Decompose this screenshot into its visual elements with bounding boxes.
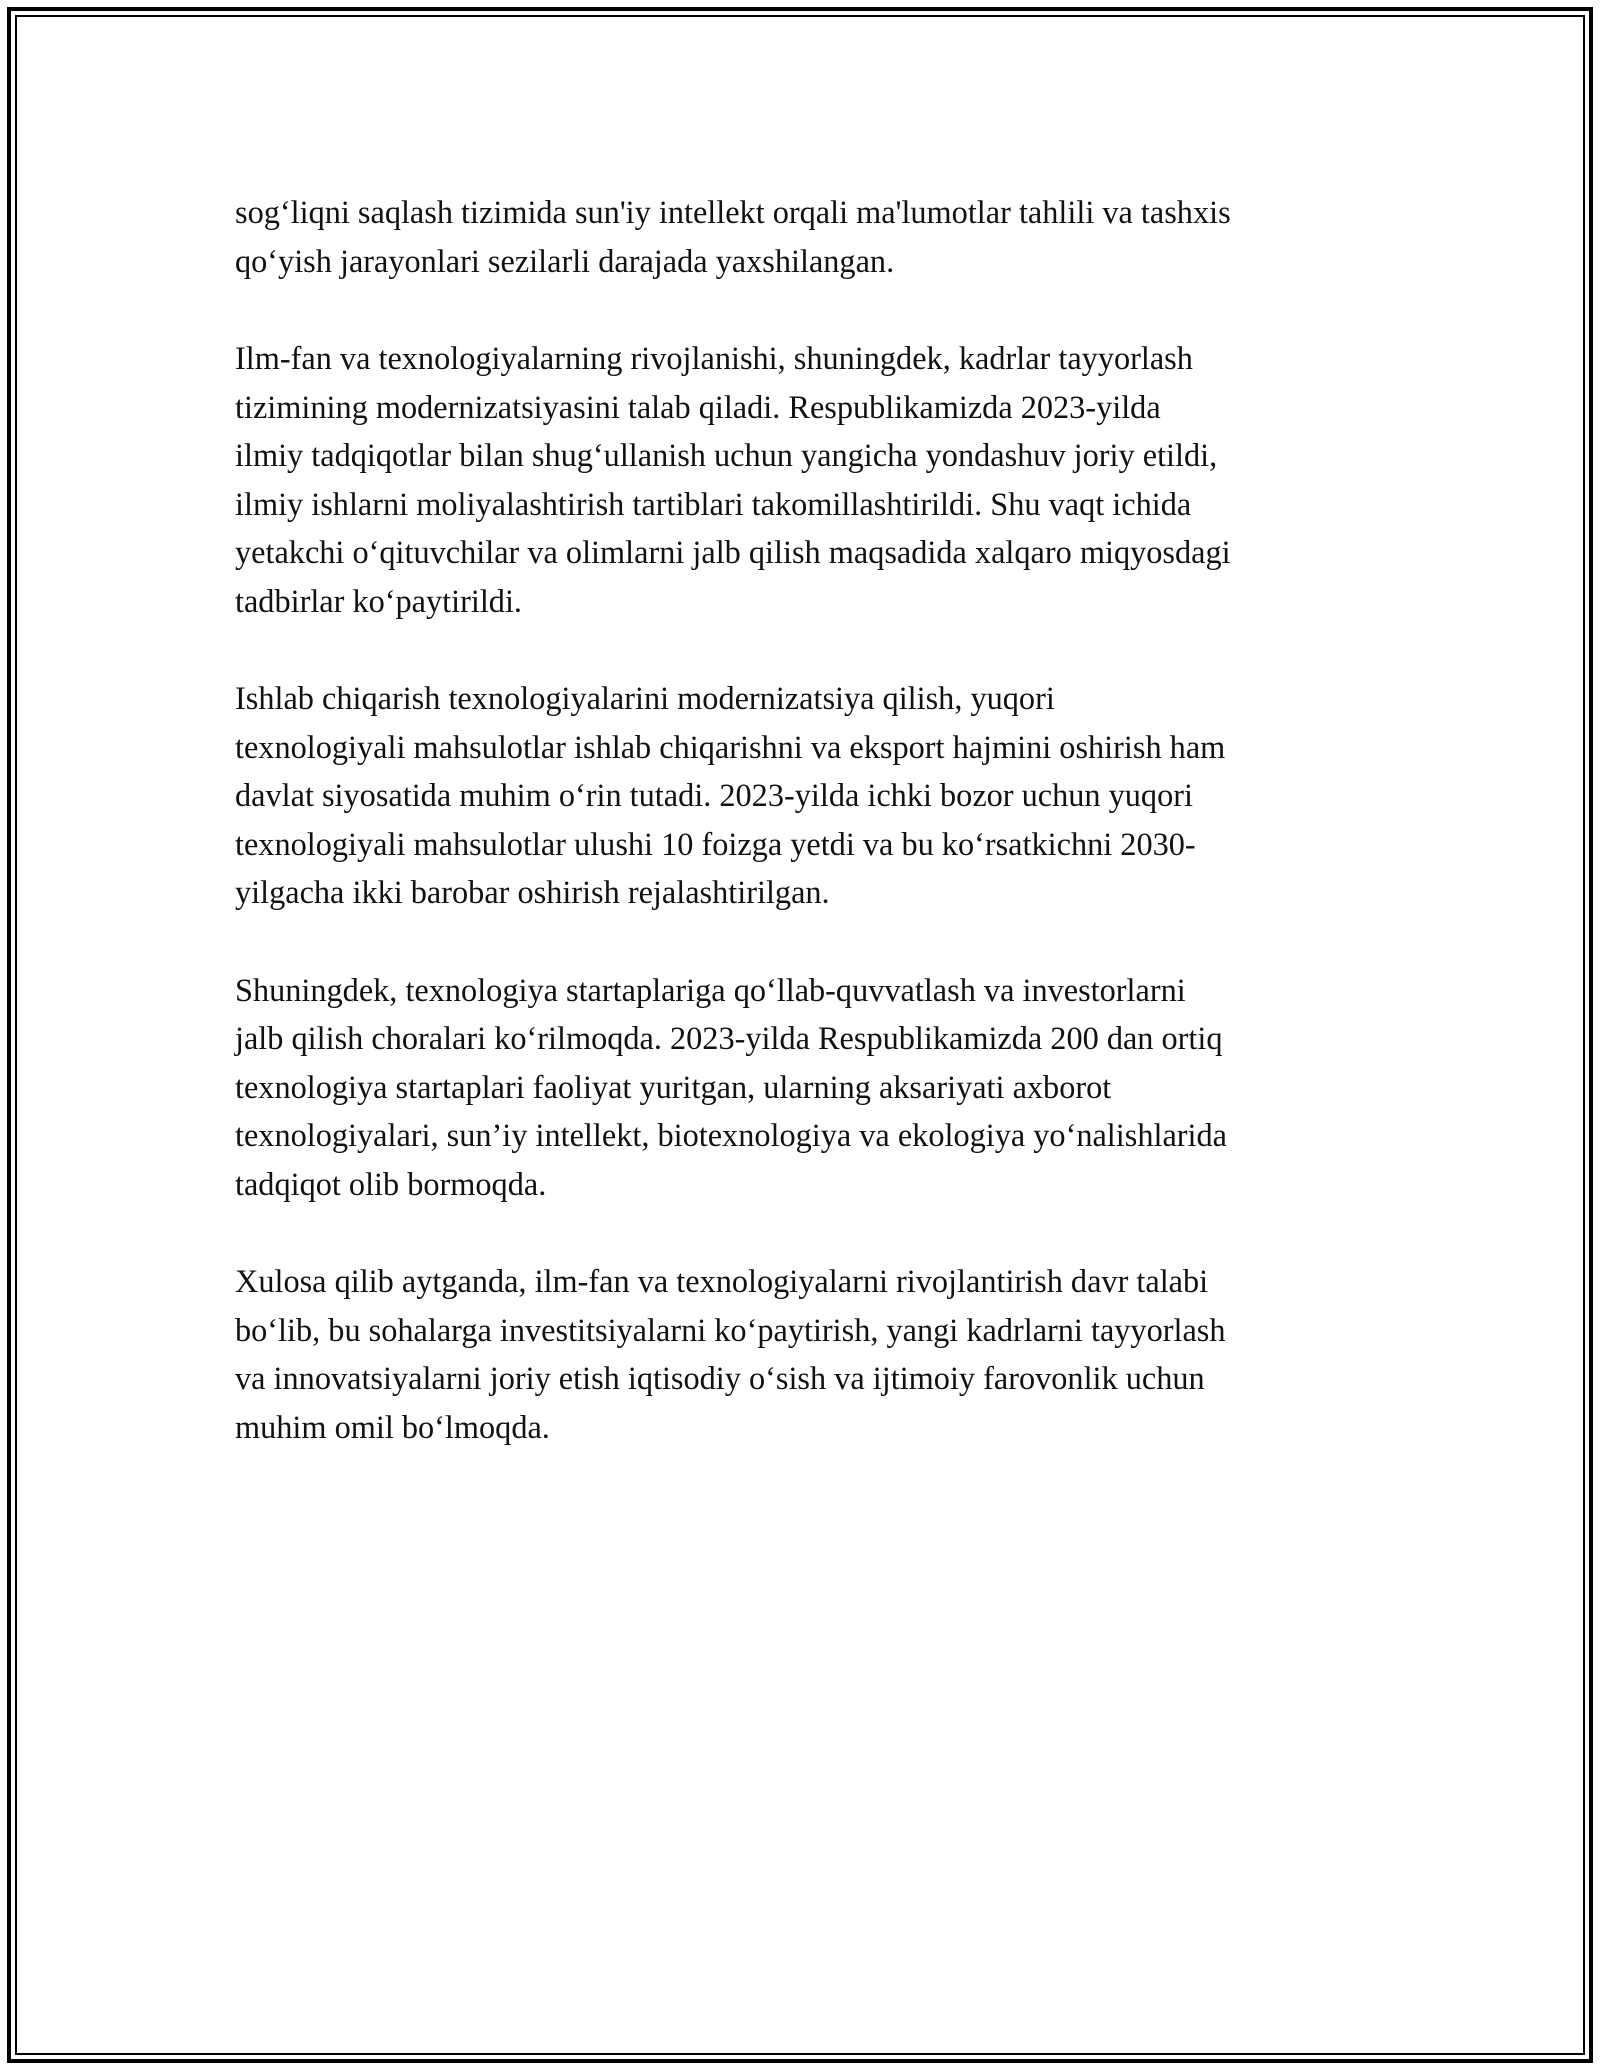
paragraph-conclusion: [235, 1257, 1370, 1451]
text-line: texnologiya startaplari faoliyat yuritgan, ularning aksariyati axborot: [235, 1068, 1112, 1105]
text-line: sog‘liqni saqlash tizimida sun'iy intellekt orqali ma'lumotlar tahlili va tashxis: [235, 194, 1231, 230]
paragraph-startups: [235, 966, 1370, 1209]
text-line: ilmiy ishlarni moliyalashtirish tartiblari takomillashtirildi. Shu vaqt ichida: [235, 485, 1192, 522]
paragraph-science-development: [235, 334, 1370, 625]
text-line: Shuningdek, texnologiya startaplariga qo‘llab-quvvatlash va investorlarni: [235, 971, 1186, 1008]
text-line: ilmiy tadqiqotlar bilan shug‘ullanish uchun yangicha yondashuv joriy etildi,: [235, 437, 1218, 473]
text-line: yilgacha ikki barobar oshirish rejalashtirilgan.: [235, 874, 830, 910]
text-line: texnologiyalari, sun’iy intellekt, biotexnologiya va ekologiya yo‘nalishlarida: [235, 1117, 1227, 1153]
document-body: [235, 188, 1370, 1500]
text-line: yetakchi o‘qituvchilar va olimlarni jalb qilish maqsadida xalqaro miqyosdagi: [235, 534, 1231, 570]
text-line: texnologiyali mahsulotlar ishlab chiqarishni va eksport hajmini oshirish ham: [235, 728, 1226, 765]
text-line: tadqiqot olib bormoqda.: [235, 1165, 547, 1202]
text-line: bo‘lib, bu sohalarga investitsiyalarni ko‘paytirish, yangi kadrlarni tayyorlash: [235, 1311, 1226, 1348]
text-line: tizimining modernizatsiyasini talab qiladi. Respublikamizda 2023-yilda: [235, 388, 1161, 425]
text-line: texnologiyali mahsulotlar ulushi 10 foizga yetdi va bu ko‘rsatkichni 2030-: [235, 825, 1196, 862]
text-line: va innovatsiyalarni joriy etish iqtisodiy o‘sish va ijtimoiy farovonlik uchun: [235, 1360, 1205, 1396]
text-line: Xulosa qilib aytganda, ilm-fan va texnologiyalarni rivojlantirish davr talabi: [235, 1263, 1209, 1299]
text-line: qo‘yish jarayonlari sezilarli darajada yaxshilangan.: [235, 242, 895, 279]
text-line: Ishlab chiqarish texnologiyalarini modernizatsiya qilish, yuqori: [235, 680, 1055, 716]
text-line: muhim omil bo‘lmoqda.: [235, 1408, 550, 1445]
text-line: Ilm-fan va texnologiyalarning rivojlanishi, shuningdek, kadrlar tayyorlash: [235, 340, 1193, 376]
text-line: tadbirlar ko‘paytirildi.: [235, 582, 522, 619]
paragraph-production-modernization: [235, 674, 1370, 917]
text-line: jalb qilish choralari ko‘rilmoqda. 2023-yilda Respublikamizda 200 dan ortiq: [235, 1020, 1223, 1056]
paragraph-healthcare-ai: [235, 188, 1370, 285]
text-line: davlat siyosatida muhim o‘rin tutadi. 2023-yilda ichki bozor uchun yuqori: [235, 777, 1193, 813]
